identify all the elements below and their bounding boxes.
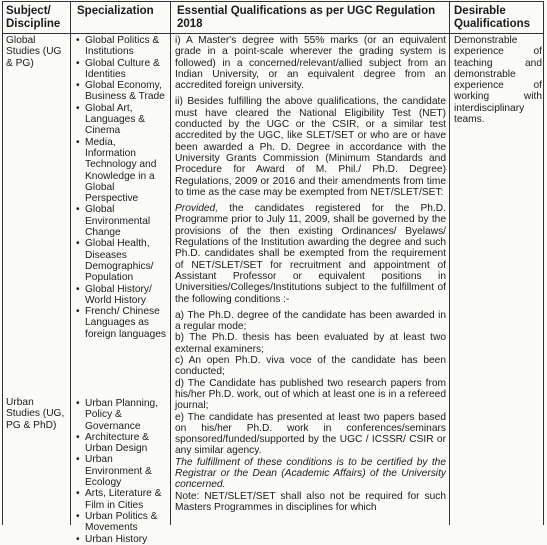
subject-urban-studies: Urban Studies (UG, PG & PhD): [6, 397, 65, 431]
list-item: • Global Health, Diseases Demographics/ Population: [75, 238, 169, 283]
proviso-paragraph: [175, 203, 446, 305]
list-item: • Urban History: [75, 534, 169, 545]
header-subject: Subject/ Discipline: [6, 5, 61, 30]
list-item: • Global Art, Languages & Cinema: [75, 103, 169, 137]
column-divider: [70, 2, 71, 525]
header-desirable: Desirable Qualifications: [454, 5, 531, 30]
header-divider: [3, 33, 543, 34]
list-item: • Urban Politics & Movements: [75, 511, 169, 534]
header-specialization: Specialization: [77, 5, 154, 17]
column-divider: [170, 2, 171, 525]
subject-global-studies: Global Studies (UG & PG): [6, 35, 62, 69]
condition-c: c) An open Ph.D. viva voce of the candidate has been conducted;: [175, 355, 446, 378]
list-item: • Urban Planning, Policy & Governance: [75, 398, 169, 432]
desirable-qualifications: Demonstrable experience of teaching and demonstrable experience of working with interdisciplinary teams.: [454, 35, 542, 126]
list-item: • Global History/ World History: [75, 284, 169, 307]
qualification-paragraph: ii) Besides fulfilling the above qualifications, the candidate must have cleared the National Eligibility Test (NET) conducted by the UGC or the CSIR, or a similar test accredited by the UGC, like SLET/SET or who are or have been awarded a Ph. D. Degree in accordance with the University Grants Commission (Minimum Standards and Procedure for Award of M. Phil./ Ph.D. Degree) Regulations, 2009 or 2016 and their amendments from time to time as the case may be exempted from NET/SLET/SET:: [175, 96, 446, 198]
list-item: • Global Politics & Institutions: [75, 35, 169, 58]
list-item: • Architecture & Urban Design: [75, 432, 169, 455]
essential-qualifications: [175, 35, 446, 513]
list-item: • Global Culture & Identities: [75, 58, 169, 81]
global-specialization-list: [75, 35, 169, 340]
certification-note: The fulfillment of these conditions is to be certified by the Registrar or the Dean (Academic Affairs) of the University concerned.: [175, 456, 446, 491]
condition-a: a) The Ph.D. degree of the candidate has been awarded in a regular mode;: [175, 309, 446, 333]
qualifications-table: [2, 1, 544, 545]
condition-e: e) The candidate has presented at least two papers based on his/her Ph.D. work in conferences/seminars sponsored/funded/supported by the UGC / ICSSR/ CSIR or any similar agency.: [175, 411, 446, 457]
list-item: • Urban Environment & Ecology: [75, 454, 169, 488]
urban-specialization-list: [75, 398, 169, 545]
column-divider: [449, 2, 450, 525]
proviso-lead: Provided,: [175, 203, 219, 215]
condition-b: b) The Ph.D. thesis has been evaluated by at least two external examiners;: [175, 332, 446, 355]
condition-d: d) The Candidate has published two research papers from his/her Ph.D. work, out of which at least one is in a refereed journal;: [175, 377, 446, 412]
list-item: • Arts, Literature & Film in Cities: [75, 488, 169, 511]
list-item: • Global Environmental Change: [75, 204, 169, 238]
list-item: • Global Economy, Business & Trade: [75, 80, 169, 103]
header-essential: Essential Qualifications as per UGC Regulation 2018: [177, 5, 436, 30]
proviso-text: the candidates registered for the Ph.D. Programme prior to July 11, 2009, shall be governed by the provisions of the then existing Ordinances/ Byelaws/ Regulations of the Institution awarding the degree and such Ph.D. candidates shall be exempted from the requirement of NET/SLET/SET for recruitment and appointment of Assistant Professor or equivalent positions in Universities/Colleges/Institutions subject to the fulfillment of the following conditions :-: [175, 203, 446, 305]
list-item: • Media, Information Technology and Knowledge in a Global Perspective: [75, 137, 169, 205]
list-item: • French/ Chinese Languages as foreign languages: [75, 306, 169, 340]
qualification-paragraph: i) A Master's degree with 55% marks (or an equivalent grade in a point-scale wherever the grading system is followed) in a concerned/relevant/allied subject from an Indian University, or an equivalent degree from an accredited foreign university.: [175, 35, 446, 92]
net-note: Note: NET/SLET/SET shall also not be required for such Masters Programmes in disciplines for which: [175, 490, 446, 513]
